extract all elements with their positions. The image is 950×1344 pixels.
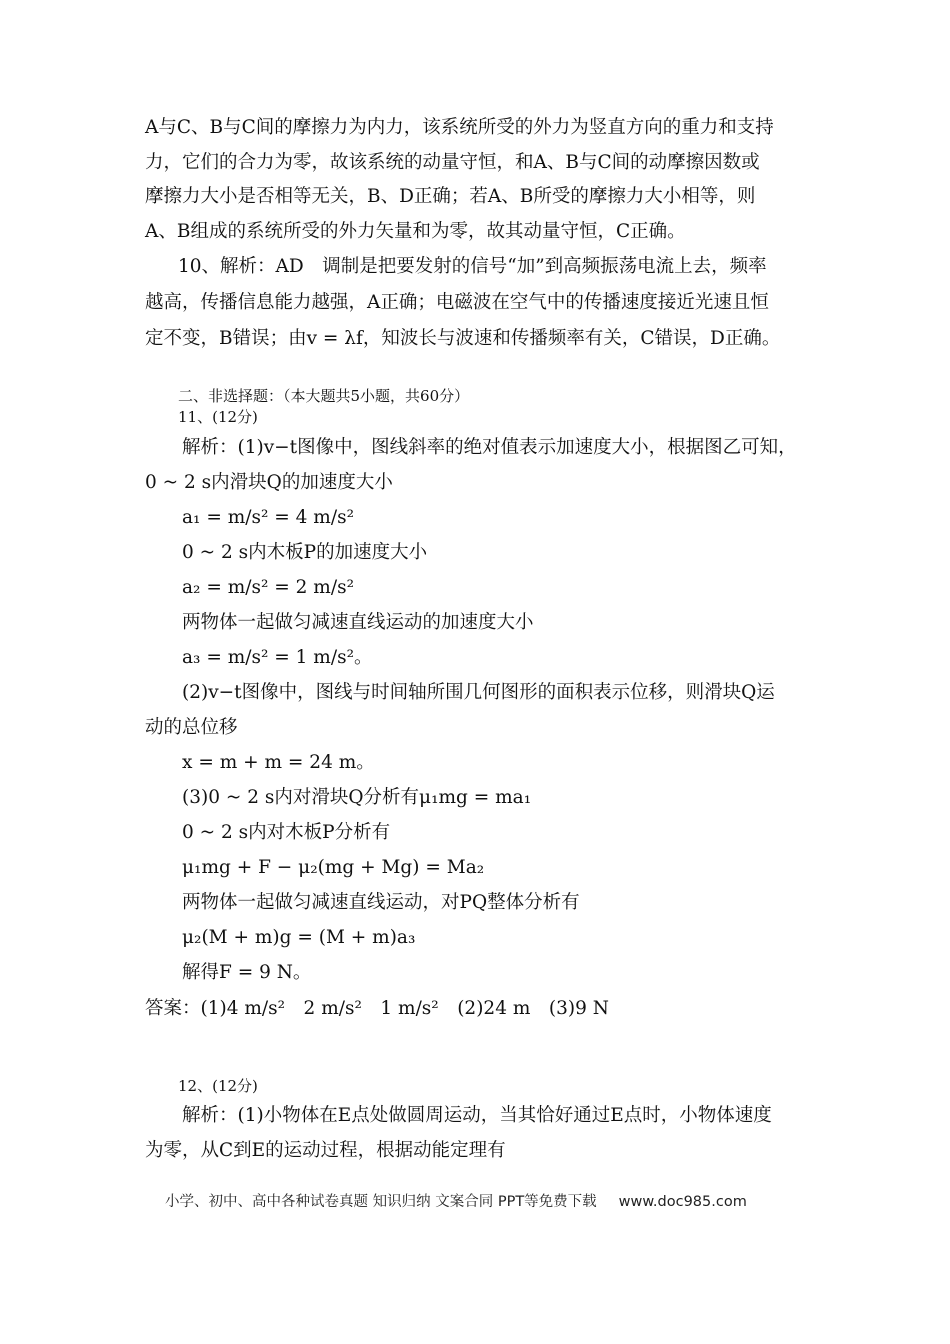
text-line: 0 ~ 2 s内滑块Q的加速度大小 — [145, 472, 393, 493]
formula-line: μ₁mg + F − μ₂(mg + Mg) = Ma₂ — [182, 857, 485, 878]
footer-text: 小学、初中、高中各种试卷真题 知识归纳 文案合同 PPT等免费下载 — [165, 1194, 597, 1210]
formula-line: 解得F = 9 N。 — [182, 962, 312, 983]
text-line: 力，它们的合力为零，故该系统的动量守恒，和A、B与C间的动摩擦因数或 — [145, 152, 760, 173]
text-line: 0 ~ 2 s内对木板P分析有 — [182, 822, 391, 843]
formula-line: a₂ = m/s² = 2 m/s² — [182, 577, 354, 598]
section-heading: 二、非选择题：（本大题共5小题，共60分） — [178, 387, 470, 405]
text-line: 解析：(1)v−t图像中，图线斜率的绝对值表示加速度大小，根据图乙可知， — [182, 437, 797, 458]
text-line: (2)v−t图像中，图线与时间轴所围几何图形的面积表示位移，则滑块Q运 — [182, 682, 775, 703]
page-footer — [165, 1190, 747, 1211]
answer-10-line: 10、解析：AD 调制是把要发射的信号“加”到高频振荡电流上去，频率 — [178, 256, 767, 277]
answer-line: 答案：(1)4 m/s² 2 m/s² 1 m/s² (2)24 m (3)9 N — [145, 998, 609, 1019]
formula-line: a₃ = m/s² = 1 m/s²。 — [182, 647, 373, 668]
text-line: 越高，传播信息能力越强，A正确；电磁波在空气中的传播速度接近光速且恒 — [145, 292, 769, 313]
text-line: 定不变，B错误；由v = λf，知波长与波速和传播频率有关，C错误，D正确。 — [145, 328, 781, 349]
footer-url: www.doc985.com — [618, 1194, 747, 1210]
text-line: 解析：(1)小物体在E点处做圆周运动，当其恰好通过E点时，小物体速度 — [182, 1105, 772, 1126]
text-line: 摩擦力大小是否相等无关，B、D正确；若A、B所受的摩擦力大小相等，则 — [145, 186, 756, 207]
text-line: 动的总位移 — [145, 717, 238, 738]
text-line: 为零，从C到E的运动过程，根据动能定理有 — [145, 1140, 506, 1161]
text-line: A、B组成的系统所受的外力矢量和为零，故其动量守恒，C正确。 — [145, 221, 686, 242]
question-11-heading: 11、(12分) — [178, 408, 258, 426]
text-line: 0 ~ 2 s内木板P的加速度大小 — [182, 542, 428, 563]
formula-line: x = m + m = 24 m。 — [182, 752, 375, 773]
question-12-heading: 12、(12分) — [178, 1077, 258, 1095]
text-line: A与C、B与C间的摩擦力为内力，该系统所受的外力为竖直方向的重力和支持 — [145, 117, 774, 138]
text-line: 两物体一起做匀减速直线运动的加速度大小 — [182, 612, 534, 633]
text-line: 两物体一起做匀减速直线运动，对PQ整体分析有 — [182, 892, 580, 913]
formula-line: μ₂(M + m)g = (M + m)a₃ — [182, 927, 416, 948]
formula-line: a₁ = m/s² = 4 m/s² — [182, 507, 354, 528]
formula-line: (3)0 ~ 2 s内对滑块Q分析有μ₁mg = ma₁ — [182, 787, 532, 808]
